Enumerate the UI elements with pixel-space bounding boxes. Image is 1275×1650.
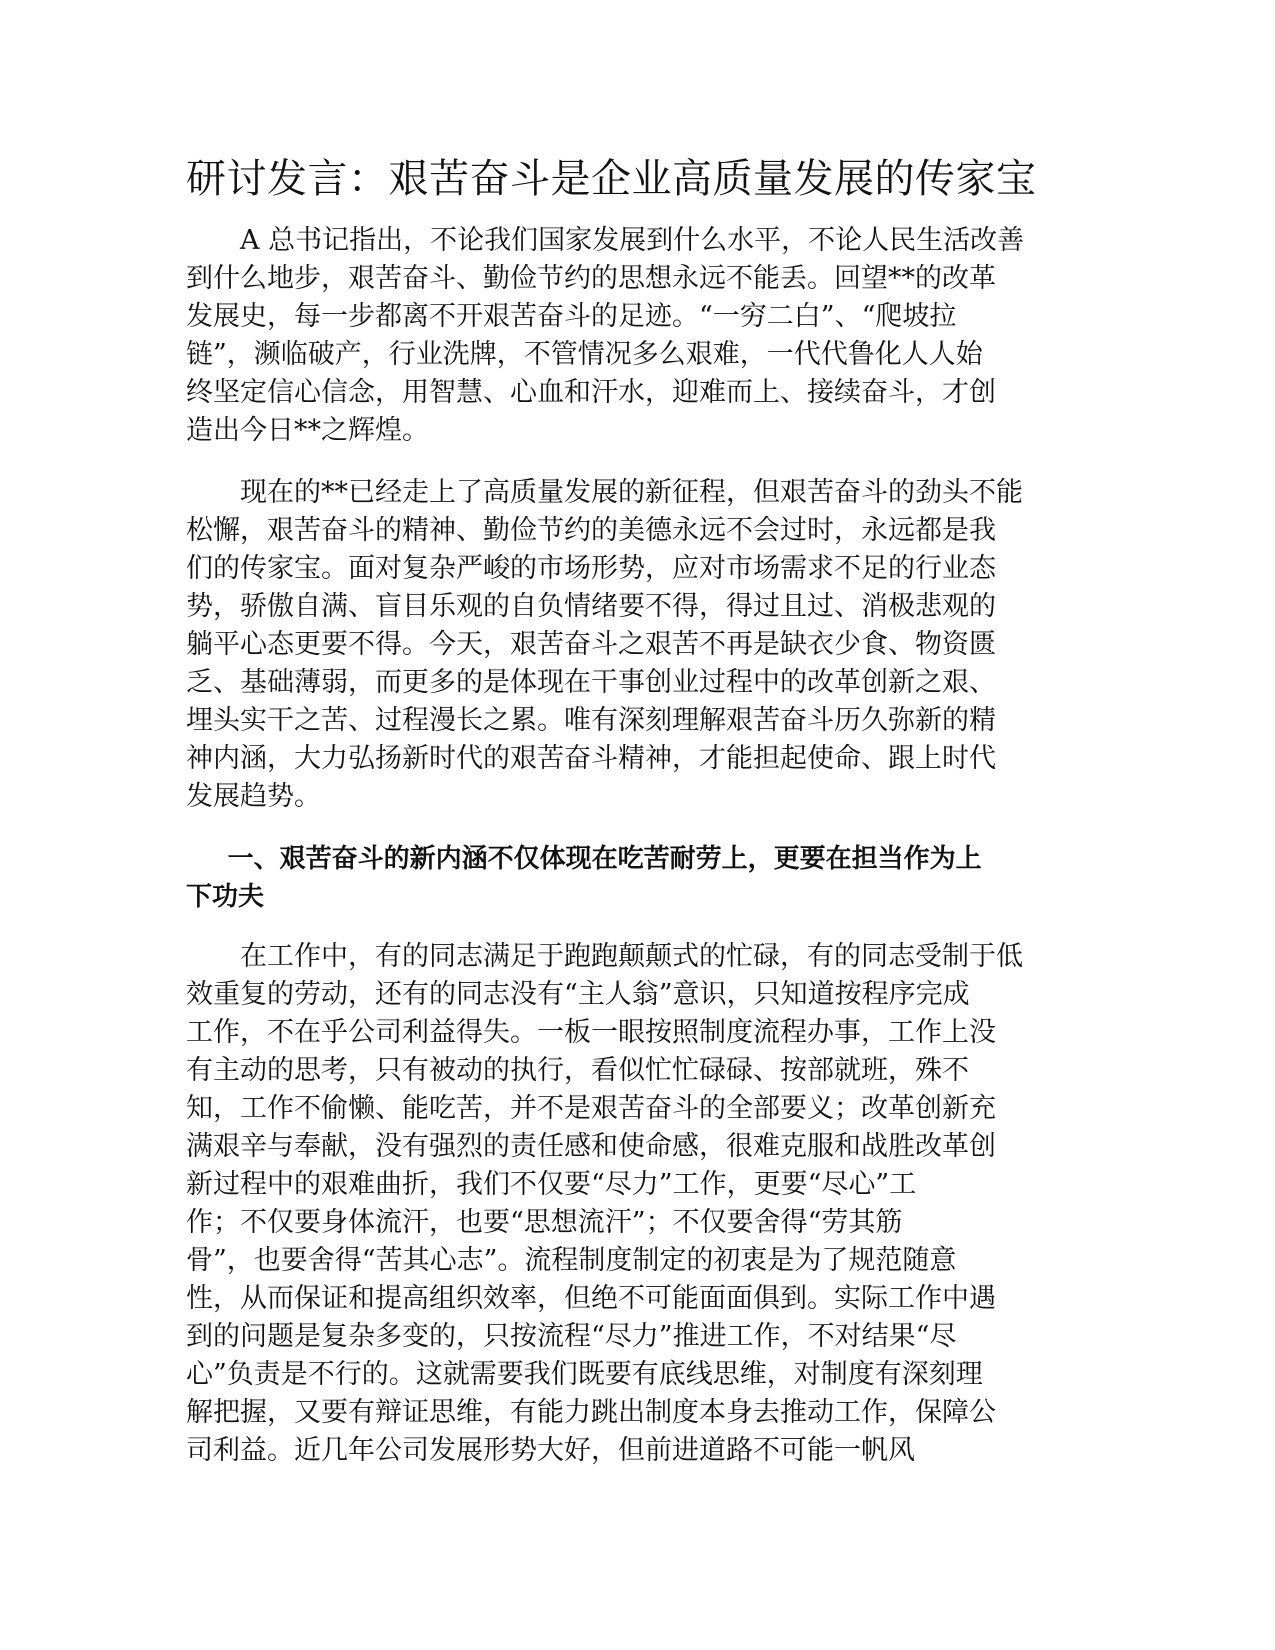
text-line: 解把握，又要有辩证思维，有能力跳出制度本身去推动工作，保障公 [186,1397,996,1428]
document-page [186,150,1066,1494]
text-line: 乏、基础薄弱，而更多的是体现在干事创业过程中的改革创新之艰、 [186,667,996,698]
text-line: 造出今日**之辉煌。 [186,415,429,446]
text-line: 到什么地步，艰苦奋斗、勤俭节约的思想永远不能丢。回望**的改革 [186,263,996,294]
text-line: 在工作中，有的同志满足于跑跑颠颠式的忙碌，有的同志受制于低 [240,941,1023,972]
text-line: 现在的**已经走上了高质量发展的新征程，但艰苦奋斗的劲头不能 [240,477,1023,508]
text-line: 神内涵，大力弘扬新时代的艰苦奋斗精神，才能担起使命、跟上时代 [186,743,996,774]
text-line: 发展史，每一步都离不开艰苦奋斗的足迹。“一穷二白”、“爬坡拉 [186,301,957,332]
text-line: 心”负责是不行的。这就需要我们既要有底线思维，对制度有深刻理 [186,1359,983,1390]
heading-line: 一、艰苦奋斗的新内涵不仅体现在吃苦耐劳上，更要在担当作为上 [227,844,982,874]
text-line: 到的问题是复杂多变的，只按流程“尽力”推进工作，不对结果“尽 [186,1321,957,1352]
text-line: A 总书记指出，不论我们国家发展到什么水平，不论人民生活改善 [240,225,1025,256]
paragraph-section-1-body [186,938,1066,1470]
text-line: 埋头实干之苦、过程漫长之累。唯有深刻理解艰苦奋斗历久弥新的精 [186,705,996,736]
text-line: 躺平心态更要不得。今天，艰苦奋斗之艰苦不再是缺衣少食、物资匮 [186,629,996,660]
text-line: 作；不仅要身体流汗，也要“思想流汗”；不仅要舍得“劳其筋 [186,1207,903,1238]
text-line: 发展趋势。 [186,781,321,812]
text-line: 骨”，也要舍得“苦其心志”。流程制度制定的初衷是为了规范随意 [186,1245,957,1276]
text-line: 效重复的劳动，还有的同志没有“主人翁”意识，只知道按程序完成 [186,979,970,1010]
text-line: 势，骄傲自满、盲目乐观的自负情绪要不得，得过且过、消极悲观的 [186,591,996,622]
text-line: 们的传家宝。面对复杂严峻的市场形势，应对市场需求不足的行业态 [186,553,996,584]
section-heading-1 [186,840,1066,916]
text-line: 性，从而保证和提高组织效率，但绝不可能面面俱到。实际工作中遇 [186,1283,996,1314]
heading-line: 下功夫 [186,882,265,912]
text-line: 知，工作不偷懒、能吃苦，并不是艰苦奋斗的全部要义；改革创新充 [186,1093,996,1124]
text-line: 司利益。近几年公司发展形势大好，但前进道路不可能一帆风 [186,1435,915,1466]
text-line: 工作，不在乎公司利益得失。一板一眼按照制度流程办事，工作上没 [186,1017,996,1048]
text-line: 终坚定信心信念，用智慧、心血和汗水，迎难而上、接续奋斗，才创 [186,377,996,408]
text-line: 链”，濒临破产，行业洗牌，不管情况多么艰难，一代代鲁化人人始 [186,339,983,370]
paragraph-intro [186,222,1066,450]
text-line: 新过程中的艰难曲折，我们不仅要“尽力”工作，更要“尽心”工 [186,1169,917,1200]
text-line: 满艰辛与奉献，没有强烈的责任感和使命感，很难克服和战胜改革创 [186,1131,996,1162]
document-title: 研讨发言：艰苦奋斗是企业高质量发展的传家宝 [186,156,1037,202]
text-line: 有主动的思考，只有被动的执行，看似忙忙碌碌、按部就班，殊不 [186,1055,969,1086]
text-line: 松懈，艰苦奋斗的精神、勤俭节约的美德永远不会过时，永远都是我 [186,515,996,546]
paragraph-current-situation [186,474,1066,816]
